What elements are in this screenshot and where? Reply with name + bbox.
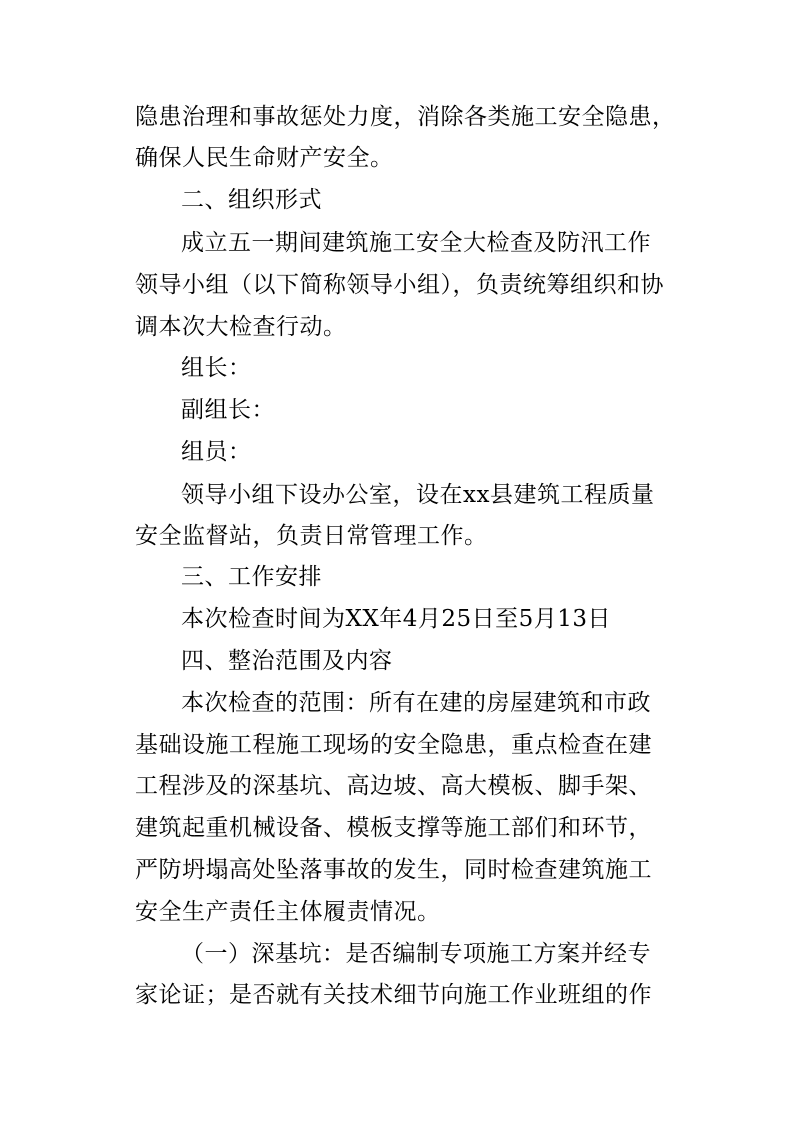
paragraph-line: 安全监督站，负责日常管理工作。	[135, 523, 488, 549]
paragraph-line: 领导小组（以下简称领导小组），负责统筹组织和协	[135, 272, 664, 298]
paragraph-line: 建筑起重机械设备、模板支撑等施工部们和环节，	[135, 815, 652, 841]
section-heading: 二、组织形式	[181, 187, 322, 213]
paragraph-line: 家论证；是否就有关技术细节向施工作业班组的作	[135, 982, 652, 1008]
role-line-members: 组员：	[181, 439, 252, 465]
paragraph-line: 严防坍塌高处坠落事故的发生，同时检查建筑施工	[135, 857, 652, 883]
paragraph-line: 调本次大检查行动。	[135, 314, 347, 340]
paragraph-line: 本次检查的范围：所有在建的房屋建筑和市政	[181, 690, 651, 716]
section-heading: 三、工作安排	[181, 564, 322, 590]
section-heading: 四、整治范围及内容	[181, 648, 393, 674]
paragraph-line: 确保人民生命财产安全。	[135, 145, 394, 171]
paragraph-line: 隐患治理和事故惩处力度，消除各类施工安全隐患，	[135, 104, 676, 130]
role-line-deputy: 副组长：	[181, 397, 275, 423]
paragraph-line: 基础设施工程施工现场的安全隐患，重点检查在建	[135, 732, 652, 758]
paragraph-line: 工程涉及的深基坑、高边坡、高大模板、脚手架、	[135, 773, 652, 799]
paragraph-line: 本次检查时间为XX年4月25日至5月13日	[181, 606, 612, 632]
subsection-line: （一）深基坑：是否编制专项施工方案并经专	[181, 941, 651, 967]
role-line-leader: 组长：	[181, 355, 252, 381]
paragraph-line: 安全生产责任主体履责情况。	[135, 899, 441, 925]
paragraph-line: 领导小组下设办公室，设在xx县建筑工程质量	[181, 482, 655, 508]
paragraph-line: 成立五一期间建筑施工安全大检查及防汛工作	[181, 230, 651, 256]
